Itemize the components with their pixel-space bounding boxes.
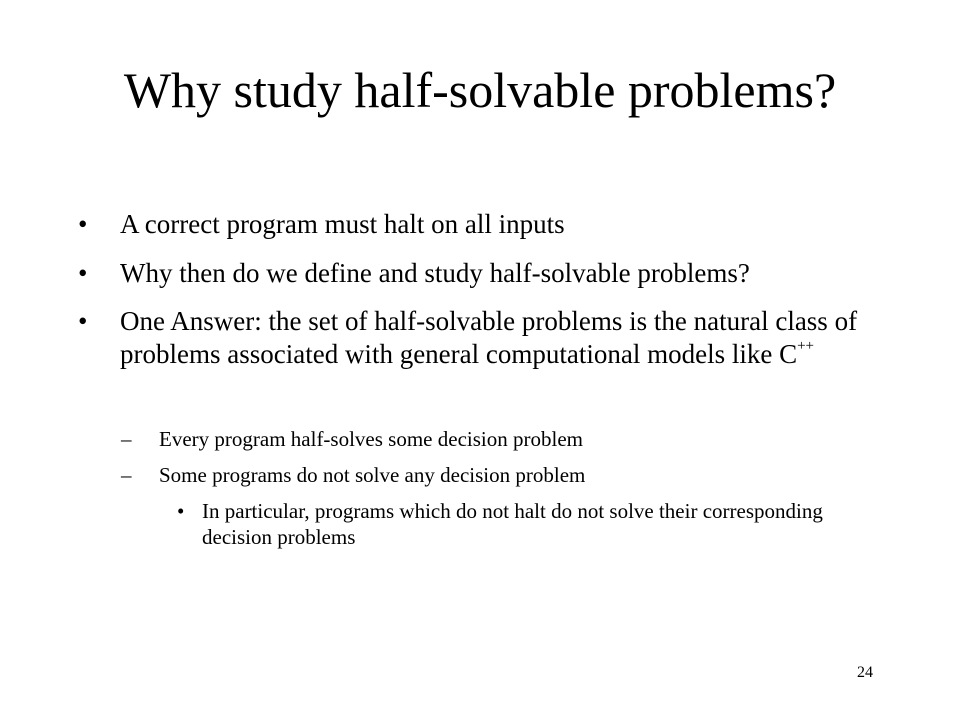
dash-icon: – bbox=[121, 427, 132, 451]
dash-icon: – bbox=[121, 463, 132, 487]
bullet-text: A correct program must halt on all inputs bbox=[120, 209, 565, 239]
sub-bullet-text: Every program half-solves some decision problem bbox=[159, 427, 583, 451]
superscript: ++ bbox=[797, 338, 815, 354]
page-number: 24 bbox=[857, 664, 873, 681]
sub-bullet-text: Some programs do not solve any decision problem bbox=[159, 463, 586, 487]
bullet-icon: • bbox=[78, 306, 88, 336]
sub-sub-bullet-text: In particular, programs which do not halt do not solve their corresponding decision problems bbox=[202, 499, 823, 549]
bullet-icon: • bbox=[78, 258, 88, 288]
bullet-text: Why then do we define and study half-solvable problems? bbox=[120, 258, 750, 288]
bullet-icon: • bbox=[78, 209, 88, 239]
bullet-text-container bbox=[120, 305, 860, 371]
bullet-icon: • bbox=[177, 499, 185, 523]
slide-title: Why study half-solvable problems? bbox=[123, 62, 837, 118]
bullet-text: One Answer: the set of half-solvable problems is the natural class of problems associated with general computational models like C bbox=[120, 306, 858, 369]
